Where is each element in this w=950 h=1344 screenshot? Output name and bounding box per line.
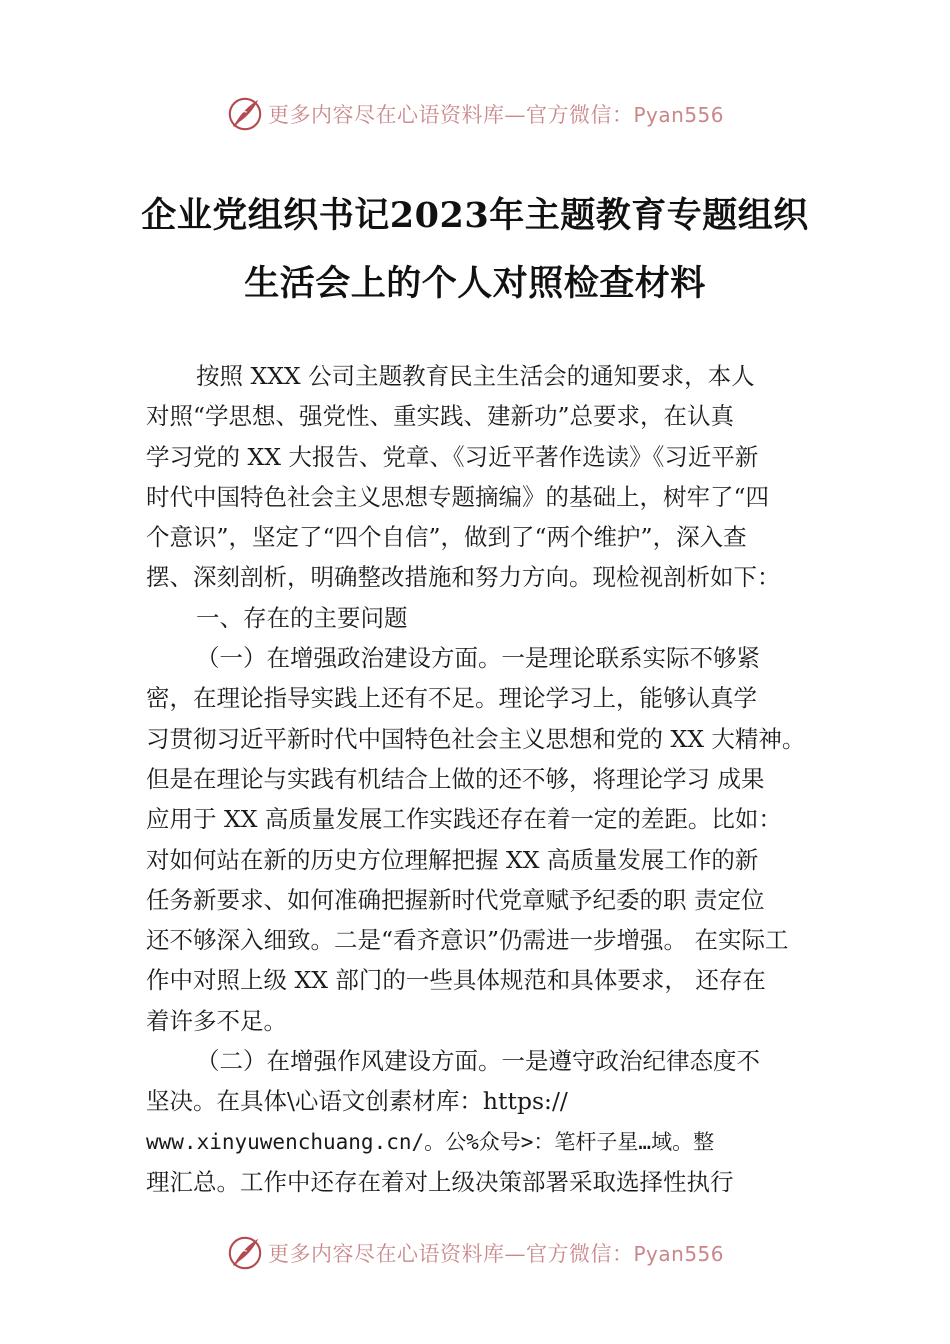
body-line: 对如何站在新的历史方位理解把握 XX 高质量发展工作的新 — [146, 845, 759, 874]
body-line: （二）在增强作风建设方面。一是遵守政治纪律态度不 — [196, 1047, 760, 1076]
body-line-url: www.xinyuwenchuang.cn/。公%众号>：笔杆子星…域。整 — [146, 1129, 715, 1154]
banner-text: 更多内容尽在心语资料库—官方微信：Pyan556 — [267, 1242, 724, 1266]
body-line: 习贯彻习近平新时代中国特色社会主义思想和党的 XX 大精神。 — [146, 724, 806, 753]
quill-logo-icon — [226, 95, 264, 133]
body-line: （一）在增强政治建设方面。一是理论联系实际不够紧 — [196, 644, 760, 673]
document-body — [146, 356, 846, 1202]
footer-banner — [0, 1231, 950, 1275]
body-line: 理汇总。工作中还存在着对上级决策部署采取选择性执行 — [146, 1167, 734, 1196]
document-title-line-2: 生活会上的个人对照检查材料 — [244, 263, 706, 304]
section-heading: 一、存在的主要问题 — [196, 603, 408, 632]
body-line: 应用于 XX 高质量发展工作实践还存在着一定的差距。比如： — [146, 805, 782, 834]
body-line: 任务新要求、如何准确把握新时代党章赋予纪委的职 责定位 — [146, 885, 765, 914]
body-line: 坚决。在具体\心语文创素材库：https:// — [146, 1087, 568, 1116]
body-line: 着许多不足。 — [146, 1006, 287, 1035]
body-line: 对照“学思想、强党性、重实践、建新功”总要求，在认真 — [146, 402, 735, 431]
wechat-handle: Pyan556 — [633, 1242, 724, 1266]
body-line: 但是在理论与实践有机结合上做的还不够，将理论学习 成果 — [146, 764, 765, 793]
body-line: 学习党的 XX 大报告、党章、《习近平著作选读》《习近平新 — [146, 442, 759, 471]
document-title-line-1: 企业党组织书记2023年主题教育专题组织 — [141, 195, 809, 236]
wechat-handle: Pyan556 — [633, 103, 724, 127]
body-line: 摆、深刻剖析，明确整改措施和努力方向。现检视剖析如下： — [146, 563, 781, 592]
banner-text: 更多内容尽在心语资料库—官方微信：Pyan556 — [267, 103, 724, 127]
body-line: 作中对照上级 XX 部门的一些具体规范和具体要求， 还存在 — [146, 966, 766, 995]
body-line: 按照 XXX 公司主题教育民主生活会的通知要求，本人 — [196, 362, 755, 390]
body-line: 个意识”，坚定了“四个自信”，做到了“两个维护”，深入查 — [146, 523, 747, 552]
body-line: 时代中国特色社会主义思想专题摘编》的基础上，树牢了“四 — [146, 482, 770, 511]
quill-logo-icon — [226, 1234, 264, 1272]
body-line: 还不够深入细致。二是“看齐意识”仍需进一步增强。 在实际工 — [146, 926, 789, 955]
body-line: 密，在理论指导实践上还有不足。理论学习上，能够认真学 — [146, 684, 757, 713]
header-banner — [0, 92, 950, 136]
